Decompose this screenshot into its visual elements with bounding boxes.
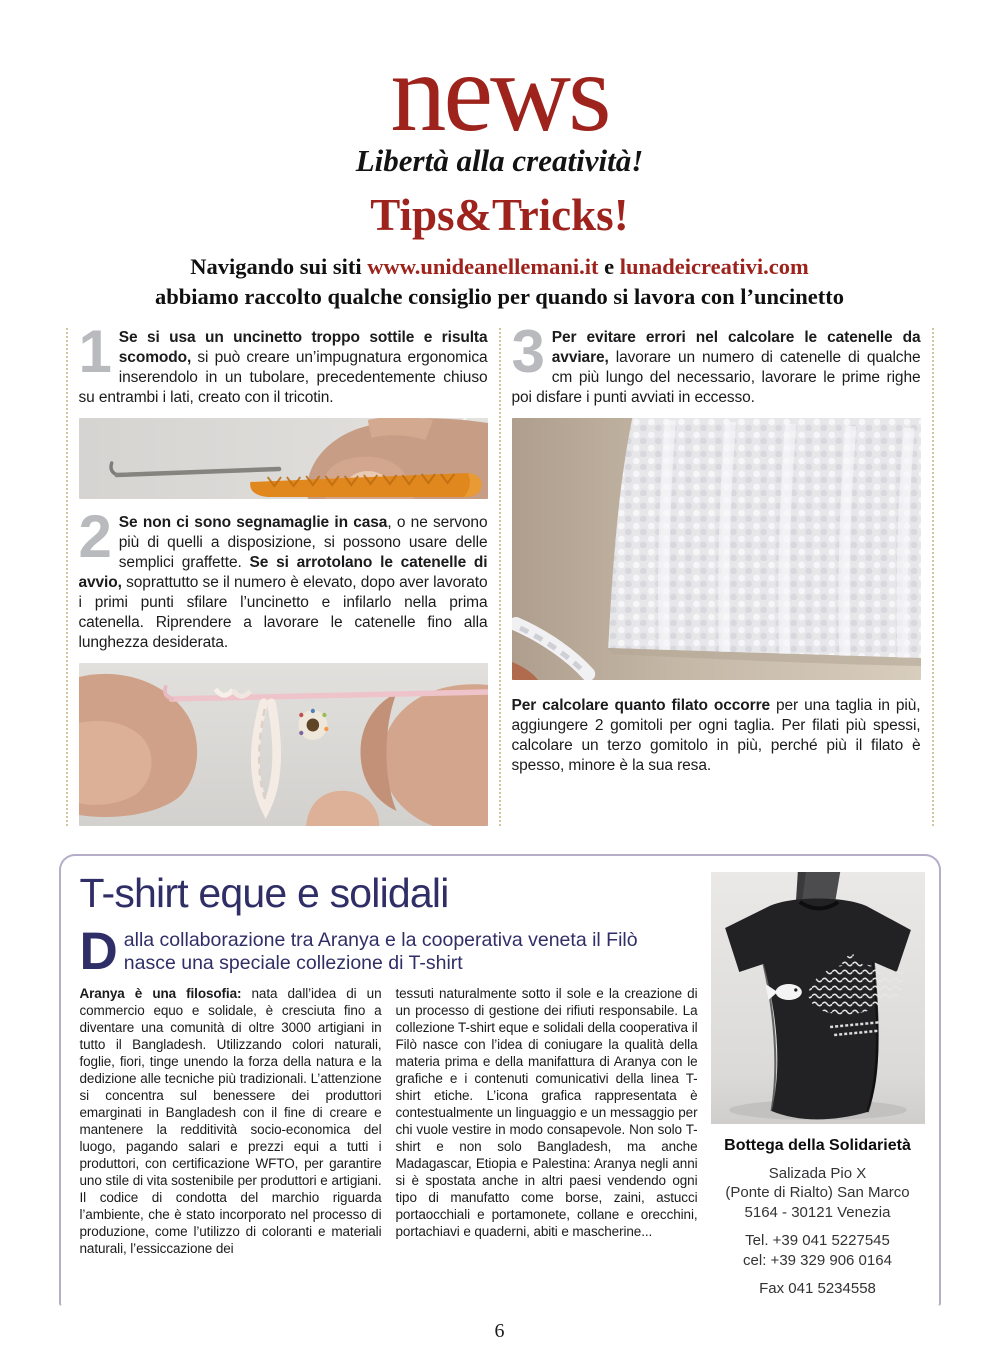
article-intro-line-2: nasce una speciale collezione di T-shirt bbox=[123, 951, 463, 974]
link-lunadeicreativi[interactable]: lunadeicreativi.com bbox=[619, 253, 809, 279]
article-intro bbox=[80, 929, 698, 975]
article-intro-line-1: alla collaborazione tra Aranya e la cooperativa veneta il Filò bbox=[123, 928, 638, 951]
article-dropcap: D bbox=[79, 928, 118, 975]
tip-2-text-a: , o ne servono più di quelli a disposizione, si possono usare delle semplici graffette. bbox=[118, 513, 488, 571]
article-col1-text: nata dall’idea di un commercio equo e solidale, è cresciuta fino a diventare una comunità di oltre 3000 artigiani in tutto il Bangladesh. Utilizzando colori naturali, foglie, fiori, tinge unendo la forza della natura e la dedizione alle tecniche più tradizionali. L’attenzione si concentra sul benessere dei produttori emarginati in Bangladesh con il fine di creare e mantenere la redditività socio-economica del luogo, pagando salari e prezzi equi a tutti i produttori, con certificazione WFTO, per garantire uno stile di vita sostenibile per produttori e artigiani. Il codice di condotta del marchio riguarda l’ambiente, che è stato incorporato nel processo di produzione, come l’utilizzo di coloranti e materiali naturali, l’essiccazione dei bbox=[79, 985, 382, 1256]
article-col2-text: tessuti naturalmente sotto il sole e la creazione di un processo di gestione dei rifiuti responsabile. La collezione T-shirt eque e solidali della cooperativa il Filò nasce con l’idea di coniugare la qualità della materia prima e della manifattura di Aranya con le grafiche e i contenuti comunicativi della linea T-shirt etiche. L’icona grafica rappresentata è contestualmente un linguaggio e un messaggio per chi vuole vestire in modo consapevole. Non solo T-shirt e non solo Bangladesh, ma anche Madagascar, Etiopia e Palestina: Aranya negli anni si è spostata anche in altri paesi vendendo ogni tipo di manufatto come borse, zaini, astucci portaocchiali e portamonete, collane e orecchini, portachiavi e quaderni, abiti e mascherine... bbox=[395, 985, 698, 1239]
yarn-note bbox=[512, 696, 921, 776]
shop-address bbox=[711, 1164, 925, 1223]
shop-cel: cel: +39 329 906 0164 bbox=[743, 1251, 892, 1269]
divider-dotted-right bbox=[932, 328, 934, 826]
shop-address-line-3: 5164 - 30121 Venezia bbox=[744, 1203, 891, 1221]
photo-crochet-chain-hands bbox=[79, 663, 488, 826]
article-col1-lead: Aranya è una filosofia: bbox=[79, 985, 242, 1001]
tips-section bbox=[66, 317, 934, 826]
intro-prefix: Navigando sui siti bbox=[190, 253, 368, 279]
tip-3-text: lavorare un numero di catenelle di qualche cm più lungo del necessario, lavorare le prime righe poi disfare i punti avviati in eccesso. bbox=[511, 348, 921, 406]
photo-tshirt-fish bbox=[711, 872, 925, 1124]
section-title-tips-tricks: Tips&Tricks! bbox=[370, 189, 629, 240]
shop-name: Bottega della Solidarietà bbox=[724, 1136, 911, 1154]
shop-tel: Tel. +39 041 5227545 bbox=[745, 1232, 890, 1250]
tip-1 bbox=[78, 317, 488, 408]
intro-mid: e bbox=[598, 253, 620, 279]
tip-1-number: 1 bbox=[78, 317, 112, 385]
yarn-note-lead: Per calcolare quanto filato occorre bbox=[511, 696, 771, 714]
tip-3-number: 3 bbox=[511, 317, 545, 385]
tip-1-lead: Se si usa un uncinetto troppo sottile e risulta scomodo, bbox=[118, 328, 488, 366]
page-number: 6 bbox=[494, 1319, 505, 1342]
tips-column-right bbox=[501, 317, 932, 826]
intro-line-2: abbiamo raccolto qualche consiglio per quando si lavora con l’uncinetto bbox=[155, 283, 844, 309]
tip-2-lead: Se non ci sono segnamaglie in casa bbox=[118, 513, 388, 531]
article-column-1 bbox=[80, 985, 382, 1257]
tip-3 bbox=[511, 317, 921, 408]
yarn-note-text: per una taglia in più, aggiungere 2 gomitoli per ogni taglia. Per filati più spessi, calcolare un terzo gomitolo in più, perché più il filato è spesso, minore è la sua resa. bbox=[511, 696, 921, 774]
magazine-brand: news bbox=[390, 31, 609, 155]
article-title: T-shirt eque e solidali bbox=[79, 869, 449, 916]
tips-column-left bbox=[68, 317, 499, 826]
tip-2-number: 2 bbox=[78, 502, 112, 570]
tip-1-text: si può creare un’impugnatura ergonomica inserendolo in un tubolare, precedentemente chiuso su entrambi i lati, creato con il tricotin. bbox=[78, 348, 488, 406]
shop-fax: Fax 041 5234558 bbox=[759, 1280, 876, 1298]
magazine-tagline: Libertà alla creatività! bbox=[355, 142, 644, 178]
tip-2 bbox=[78, 502, 488, 653]
tip-2-text-b: soprattutto se il numero è elevato, dopo aver lavorato i primi punti sfilare l’uncinetto e infilarlo nella prima catenella. Riprendere a lavorare le catenelle fino alla lunghezza desiderata. bbox=[78, 573, 488, 651]
shop-phones bbox=[711, 1231, 925, 1270]
intro-line-1 bbox=[0, 254, 999, 280]
article-tshirt-box bbox=[59, 854, 941, 1307]
link-unideanellemani[interactable]: www.unideanellemani.it bbox=[367, 253, 599, 279]
tip-2-lead-b: Se si arrotolano le catenelle di avvio, bbox=[78, 553, 488, 591]
tip-3-lead: Per evitare errori nel calcolare le catenelle da avviare, bbox=[551, 328, 921, 366]
article-column-2 bbox=[396, 985, 698, 1257]
photo-knitted-swatch bbox=[512, 418, 921, 680]
article-main bbox=[80, 870, 698, 1299]
article-sidebar bbox=[711, 870, 925, 1299]
shop-address-line-1: Salizada Pio X bbox=[768, 1164, 867, 1182]
photo-crochet-hook-ergonomic-grip bbox=[79, 418, 488, 499]
shop-address-line-2: (Ponte di Rialto) San Marco bbox=[725, 1184, 910, 1202]
